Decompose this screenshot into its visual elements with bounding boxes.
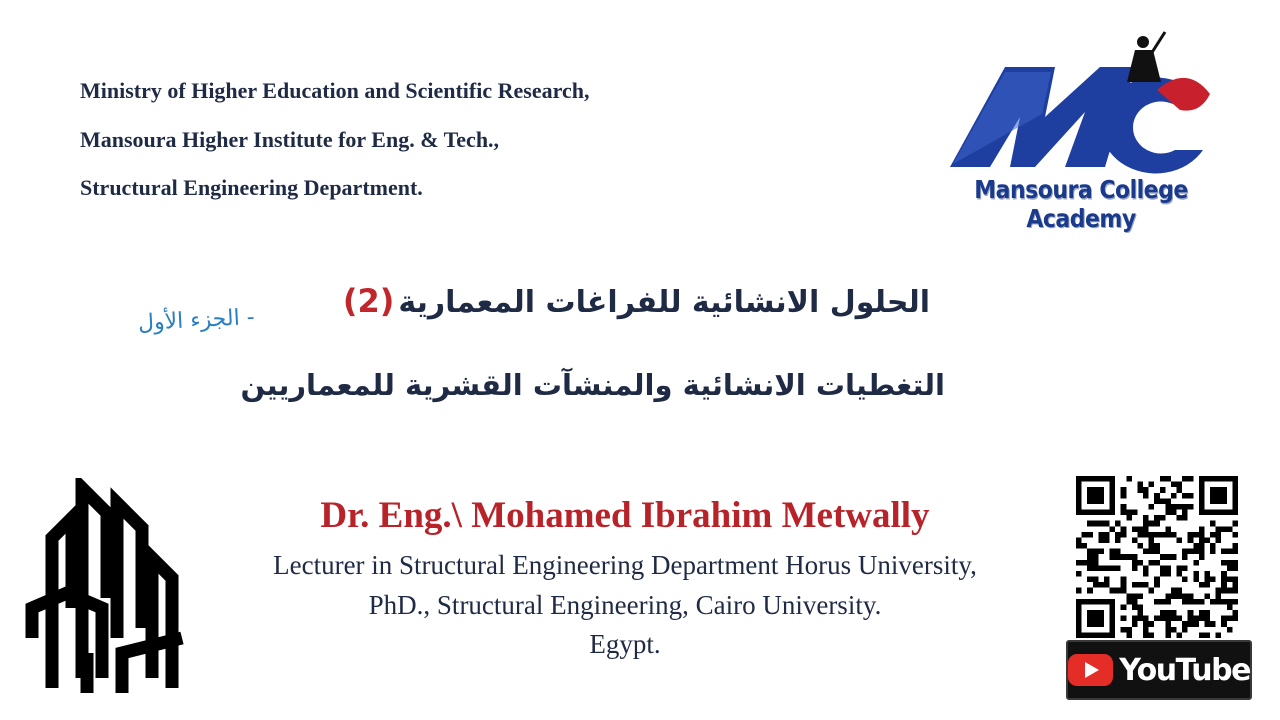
author-name: Dr. Eng.\ Mohamed Ibrahim Metwally — [320, 495, 930, 536]
mc-logo-icon — [925, 22, 1245, 182]
mansoura-college-academy-logo — [925, 22, 1245, 234]
youtube-badge[interactable] — [1066, 640, 1252, 700]
institution-line-ministry: Ministry of Higher Education and Scientific Research, — [80, 78, 590, 103]
author-credential-degree: PhD., Structural Engineering, Cairo University. — [368, 590, 882, 620]
handwritten-part-note: - الجزء الأول — [137, 304, 256, 337]
course-title-number: (2) — [342, 282, 395, 320]
course-title-text: الحلول الانشائية للفراغات المعمارية — [398, 285, 930, 320]
mig-building-logo-icon — [22, 478, 192, 700]
youtube-qr-code[interactable] — [1076, 476, 1238, 638]
course-subtitle: التغطيات الانشائية والمنشآت القشرية للمعماريين — [240, 368, 945, 402]
mig-building-logo — [22, 478, 192, 700]
youtube-label: YouTube — [1119, 652, 1250, 688]
institution-line-institute: Mansoura Higher Institute for Eng. & Tech., — [80, 127, 500, 152]
author-credential-position: Lecturer in Structural Engineering Department Horus University, — [273, 550, 977, 580]
youtube-play-icon — [1068, 654, 1113, 686]
qr-code-icon — [1076, 476, 1238, 638]
logo-caption: Mansoura College Academy — [974, 176, 1188, 234]
institution-line-department: Structural Engineering Department. — [80, 175, 423, 200]
author-credential-country: Egypt. — [589, 629, 661, 659]
